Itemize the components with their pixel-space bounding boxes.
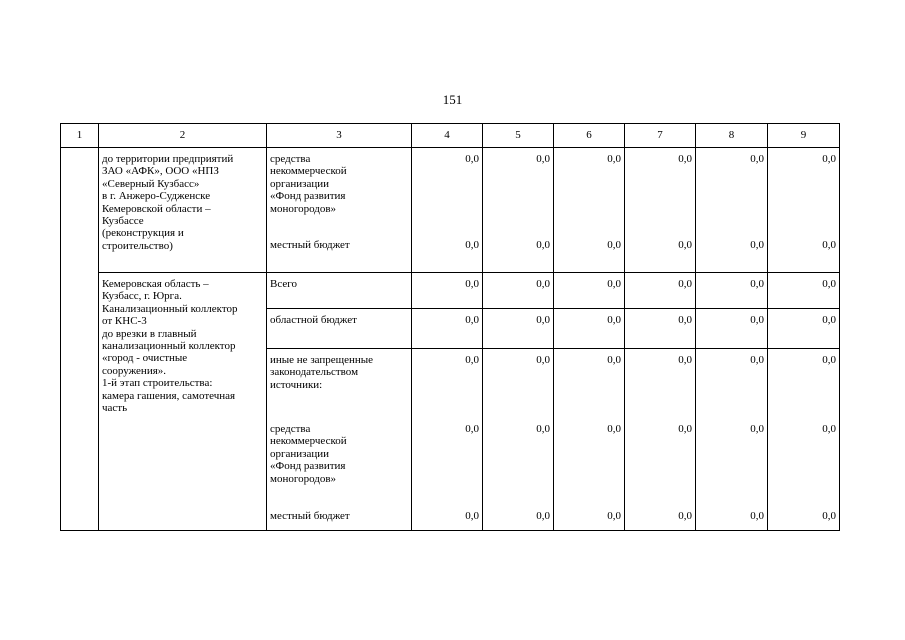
value-cell: 0,0 (412, 309, 483, 349)
value-cell: 0,0 0,0 0,0 (412, 349, 483, 531)
table-row (61, 273, 840, 309)
funding-source-label: местный бюджет (270, 510, 350, 522)
funding-source-label: средства некоммерческой организации «Фонд развития моногородов» (270, 423, 347, 485)
value-cell: 0,0 (412, 273, 483, 309)
value-cell: 0,0 (768, 273, 840, 309)
column-header: 7 (625, 124, 696, 148)
value-cell: 0,0 (768, 309, 840, 349)
column-header: 3 (267, 124, 412, 148)
value-cell: 0,0 (625, 309, 696, 349)
funding-source-cell (267, 148, 412, 273)
value-cell: 0,0 0,0 (625, 148, 696, 273)
value-cell: 0,0 0,0 (768, 148, 840, 273)
column-header: 1 (61, 124, 99, 148)
object-description: Кемеровская область – Кузбасс, г. Юрга. Канализационный коллектор от КНС-3 до врезки в главный канализационный коллектор «город - очистные сооружения». 1-й этап строительства: камера гашения, самотечная часть (99, 273, 267, 531)
value-cell: 0,0 (554, 273, 625, 309)
value-cell: 0,0 0,0 0,0 (696, 349, 768, 531)
page-number: 151 (442, 92, 463, 107)
value-cell: 0,0 0,0 (554, 148, 625, 273)
funding-source-cell (267, 349, 412, 531)
funding-source-label: местный бюджет (270, 239, 350, 251)
financing-table (60, 123, 840, 531)
value-cell: 0,0 (696, 309, 768, 349)
value-cell: 0,0 (625, 273, 696, 309)
value-cell: 0,0 0,0 0,0 (625, 349, 696, 531)
value-cell: 0,0 (554, 309, 625, 349)
value-cell: 0,0 0,0 (412, 148, 483, 273)
value-cell: 0,0 (483, 273, 554, 309)
value-cell: 0,0 0,0 (483, 148, 554, 273)
table-row (61, 148, 840, 273)
row-number-cell (61, 148, 99, 531)
value-cell: 0,0 (483, 309, 554, 349)
value-cell: 0,0 0,0 (696, 148, 768, 273)
header-row (61, 124, 840, 148)
value-cell: 0,0 0,0 0,0 (483, 349, 554, 531)
column-header: 8 (696, 124, 768, 148)
funding-source-label: средства некоммерческой организации «Фонд развития моногородов» (270, 153, 347, 215)
column-header: 9 (768, 124, 840, 148)
column-header: 6 (554, 124, 625, 148)
value-cell: 0,0 (696, 273, 768, 309)
object-description: до территории предприятий ЗАО «АФК», ООО «НПЗ «Северный Кузбасс» в г. Анжеро-Судженске Кемеровской области – Кузбассе (реконструкция и строительство) (99, 148, 267, 273)
column-header: 5 (483, 124, 554, 148)
value-cell: 0,0 0,0 0,0 (768, 349, 840, 531)
funding-source-label: областной бюджет (267, 309, 412, 349)
column-header: 2 (99, 124, 267, 148)
value-cell: 0,0 0,0 0,0 (554, 349, 625, 531)
funding-source-label: иные не запрещенные законодательством источники: (270, 354, 374, 391)
column-header: 4 (412, 124, 483, 148)
funding-source-label: Всего (267, 273, 412, 309)
